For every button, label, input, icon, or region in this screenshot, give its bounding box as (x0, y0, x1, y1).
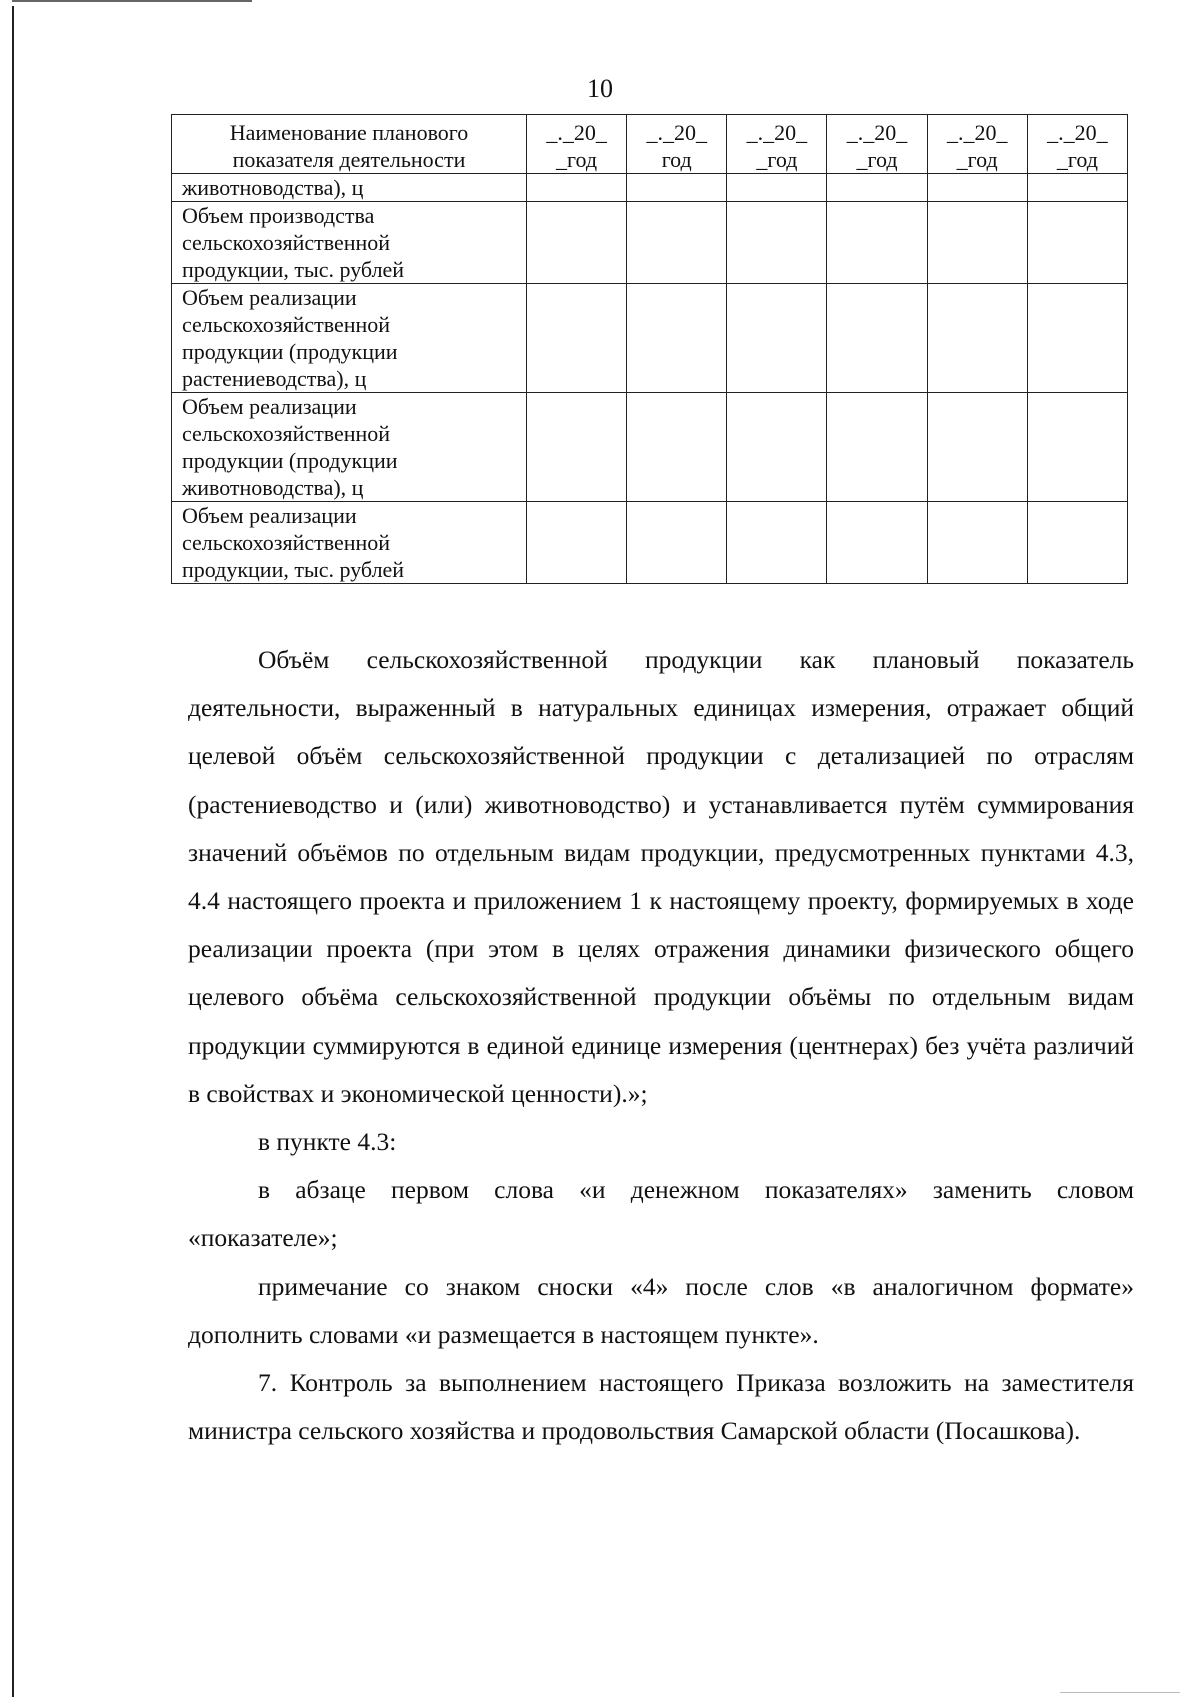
indicator-name-cell (172, 502, 527, 584)
header-year-bottom: год (661, 147, 692, 172)
value-cell (627, 174, 727, 202)
value-cell (727, 393, 827, 502)
value-cell (827, 502, 927, 584)
value-cell (627, 502, 727, 584)
value-cell (527, 174, 627, 202)
indicator-name-line: Объем реализации (182, 394, 357, 419)
indicator-name-line: сельскохозяйственной (182, 230, 391, 255)
value-cell (727, 202, 827, 284)
value-cell (627, 284, 727, 393)
value-cell (727, 502, 827, 584)
paragraph: в пункте 4.3: (258, 1127, 397, 1157)
table-body (172, 174, 1128, 584)
paragraph: в абзаце первом слова «и денежном показателях» заменить словом «показателе»; (188, 1175, 1134, 1253)
header-year (527, 115, 627, 174)
indicator-name-cell (172, 393, 527, 502)
paragraph: 7. Контроль за выполнением настоящего Приказа возложить на заместителя министра сельского хозяйства и продовольствия Самарской области (Посашкова). (188, 1368, 1134, 1446)
planned-indicators-table (171, 114, 1128, 584)
value-cell (1027, 284, 1127, 393)
value-cell (927, 502, 1027, 584)
table-row (172, 393, 1128, 502)
body-text (188, 636, 1134, 1455)
value-cell (927, 202, 1027, 284)
table-row (172, 284, 1128, 393)
indicator-name-line: Объем производства (182, 203, 375, 228)
header-year-top: _._20_ (646, 120, 707, 145)
indicator-name-cell (172, 174, 527, 202)
value-cell (727, 284, 827, 393)
value-cell (627, 393, 727, 502)
header-year (627, 115, 727, 174)
header-name-line: показателя деятельности (232, 147, 466, 172)
value-cell (1027, 174, 1127, 202)
value-cell (527, 284, 627, 393)
header-year-top: _._20_ (546, 120, 607, 145)
indicator-name-line: Объем реализации (182, 503, 357, 528)
indicator-name-line: животноводства), ц (182, 175, 364, 200)
indicator-name-line: сельскохозяйственной (182, 312, 391, 337)
scan-edge-top (12, 0, 252, 2)
header-name-line: Наименование планового (229, 120, 469, 145)
indicator-name-line: продукции (продукции (182, 339, 398, 364)
header-year (927, 115, 1027, 174)
header-year-bottom: _год (556, 147, 598, 172)
indicator-name-cell (172, 284, 527, 393)
header-year (1027, 115, 1127, 174)
header-year-top: _._20_ (1047, 120, 1108, 145)
table-row (172, 174, 1128, 202)
scan-edge-left (12, 6, 14, 1697)
indicator-name-line: растениеводства), ц (182, 366, 367, 391)
value-cell (527, 393, 627, 502)
value-cell (827, 393, 927, 502)
header-year-bottom: _год (956, 147, 998, 172)
value-cell (827, 174, 927, 202)
header-year-top: _._20_ (946, 120, 1008, 145)
scan-edge-corner (1060, 1692, 1180, 1693)
value-cell (927, 174, 1027, 202)
value-cell (827, 284, 927, 393)
header-year-bottom: _год (856, 147, 898, 172)
header-year-bottom: _год (1056, 147, 1098, 172)
page-number: 10 (587, 74, 613, 103)
indicator-name-line: продукции (продукции (182, 448, 398, 473)
header-year-top: _._20_ (746, 120, 808, 145)
value-cell (1027, 393, 1127, 502)
header-year (827, 115, 927, 174)
indicator-name-cell (172, 202, 527, 284)
value-cell (1027, 502, 1127, 584)
header-indicator-name (172, 115, 527, 174)
indicator-name-line: сельскохозяйственной (182, 530, 391, 555)
indicator-name-line: сельскохозяйственной (182, 421, 391, 446)
value-cell (1027, 202, 1127, 284)
table-row (172, 202, 1128, 284)
paragraph: примечание со знаком сноски «4» после слов «в аналогичном формате» дополнить словами «и размещается в настоящем пункте». (188, 1271, 1134, 1349)
value-cell (527, 502, 627, 584)
paragraph: Объём сельскохозяйственной продукции как плановый показатель деятельности, выраженный в натуральных единицах измерения, отражает общий целевой объём сельскохозяйственной продукции с детализацией по отраслям (растениеводство и (или) животноводство) и устанавливается путём суммирования значений объёмов по отдельным видам продукции, предусмотренных пунктами 4.3, 4.4 настоящего проекта и приложением 1 к настоящему проекту, формируемых в ходе реализации проекта (при этом в целях отражения динамики физического общего целевого объёма сельскохозяйственной продукции объёмы по отдельным видам продукции суммируются в единой единице измерения (центнерах) без учёта различий в свойствах и экономической ценности).»; (188, 645, 1134, 1108)
indicator-name-line: продукции, тыс. рублей (182, 257, 405, 282)
header-year-bottom: _год (756, 147, 798, 172)
value-cell (827, 202, 927, 284)
value-cell (527, 202, 627, 284)
header-year (727, 115, 827, 174)
header-year-top: _._20_ (846, 120, 908, 145)
table-row (172, 502, 1128, 584)
indicator-name-line: животноводства), ц (182, 475, 364, 500)
value-cell (927, 284, 1027, 393)
table-header-row (172, 115, 1128, 174)
indicator-name-line: Объем реализации (182, 285, 357, 310)
value-cell (627, 202, 727, 284)
value-cell (727, 174, 827, 202)
value-cell (927, 393, 1027, 502)
indicator-name-line: продукции, тыс. рублей (182, 557, 405, 582)
